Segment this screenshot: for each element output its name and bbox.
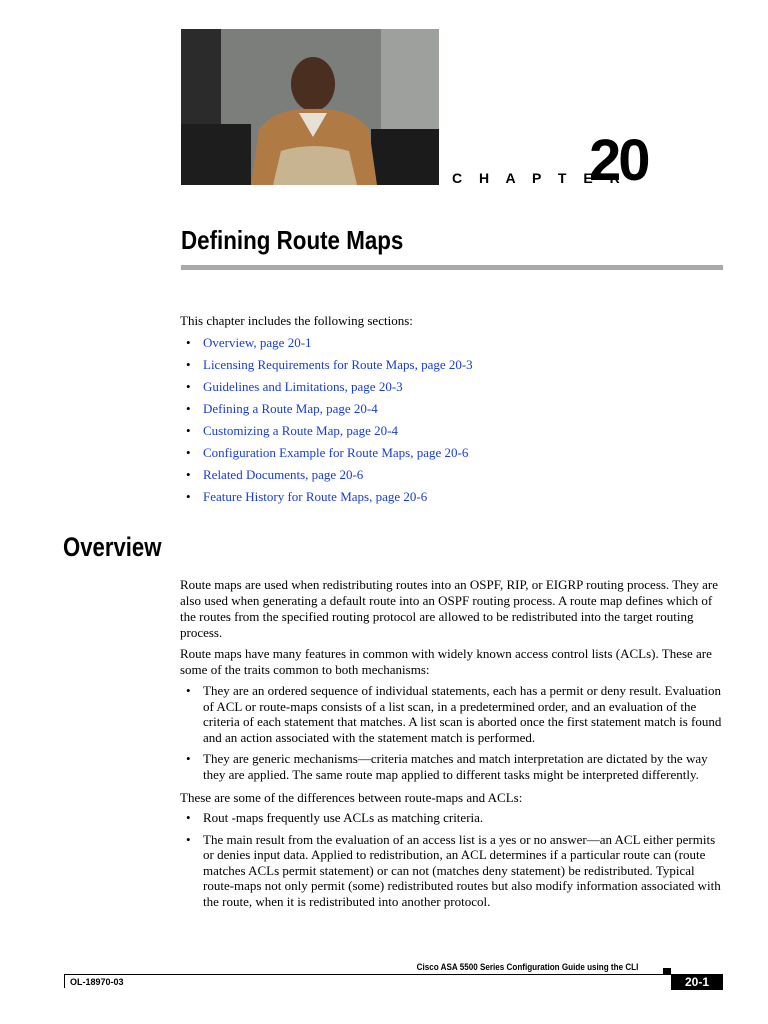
section-heading: Overview (63, 532, 162, 562)
differences-list (186, 810, 726, 915)
section-link[interactable]: Guidelines and Limitations, page 20-3 (203, 379, 403, 394)
chapter-title: Defining Route Maps (181, 225, 404, 255)
footer-guide-title: Cisco ASA 5500 Series Configuration Guide using the CLI (416, 962, 638, 972)
list-item: • They are an ordered sequence of individual statements, each has a permit or deny result. Evaluation of ACL or route-maps consists of a list scan, in a predetermined order, and an evaluation of the criteria of each statement that matches. A list scan is aborted once the first statement match is found and an action associated with the statement match is performed. (186, 683, 726, 745)
section-link[interactable]: Feature History for Route Maps, page 20-6 (203, 489, 428, 504)
section-link[interactable]: Customizing a Route Map, page 20-4 (203, 423, 398, 438)
section-list (186, 335, 473, 511)
common-traits-list (186, 683, 726, 788)
list-item[interactable] (186, 379, 473, 401)
section-link[interactable]: Defining a Route Map, page 20-4 (203, 401, 378, 416)
section-link[interactable]: Overview, page 20-1 (203, 335, 312, 350)
list-item: • The main result from the evaluation of an access list is a yes or no answer—an ACL either permits or denies input data. Applied to redistribution, an ACL determines if a particular route can (route matches ACLs permit statement) or can not (matches deny statement) be redistributed. Typical route-maps not only permit (some) redistributed routes but also modify information associated with the route, when it is redistributed into another protocol. (186, 832, 726, 910)
section-link[interactable]: Configuration Example for Route Maps, page 20-6 (203, 445, 469, 460)
list-item[interactable] (186, 401, 473, 423)
list-item[interactable] (186, 445, 473, 467)
list-item: • Rout -maps frequently use ACLs as matching criteria. (186, 810, 726, 826)
list-item[interactable] (186, 357, 473, 379)
overview-paragraph: Route maps have many features in common with widely known access control lists (ACLs). These are some of the traits common to both mechanisms: (180, 646, 712, 677)
document-id: OL-18970-03 (70, 977, 124, 987)
overview-paragraph: These are some of the differences between route-maps and ACLs: (180, 790, 523, 805)
list-item[interactable] (186, 423, 473, 445)
footer-rule (64, 974, 723, 975)
list-item: • They are generic mechanisms—criteria matches and match interpretation are dictated by the way they are applied. The same route map applied to different tasks might be interpreted differently. (186, 751, 726, 782)
chapter-number: 20 (589, 128, 648, 193)
chapter-photo (181, 29, 439, 185)
list-item[interactable] (186, 489, 473, 511)
section-link[interactable]: Related Documents, page 20-6 (203, 467, 364, 482)
page-number: 20-1 (671, 974, 723, 990)
title-rule (181, 265, 723, 270)
overview-paragraph: Route maps are used when redistributing routes into an OSPF, RIP, or EIGRP routing process. They are also used when generating a default route into an OSPF routing process. A route map defines which of the routes from the specified routing protocol are allowed to be redistributed into the target routing process. (180, 577, 719, 640)
list-item[interactable] (186, 335, 473, 357)
list-item[interactable] (186, 467, 473, 489)
chapter-label: C H A P T E R (452, 170, 627, 186)
intro-text: This chapter includes the following sections: (180, 313, 413, 328)
footer-tick (64, 974, 65, 988)
section-link[interactable]: Licensing Requirements for Route Maps, page 20-3 (203, 357, 473, 372)
